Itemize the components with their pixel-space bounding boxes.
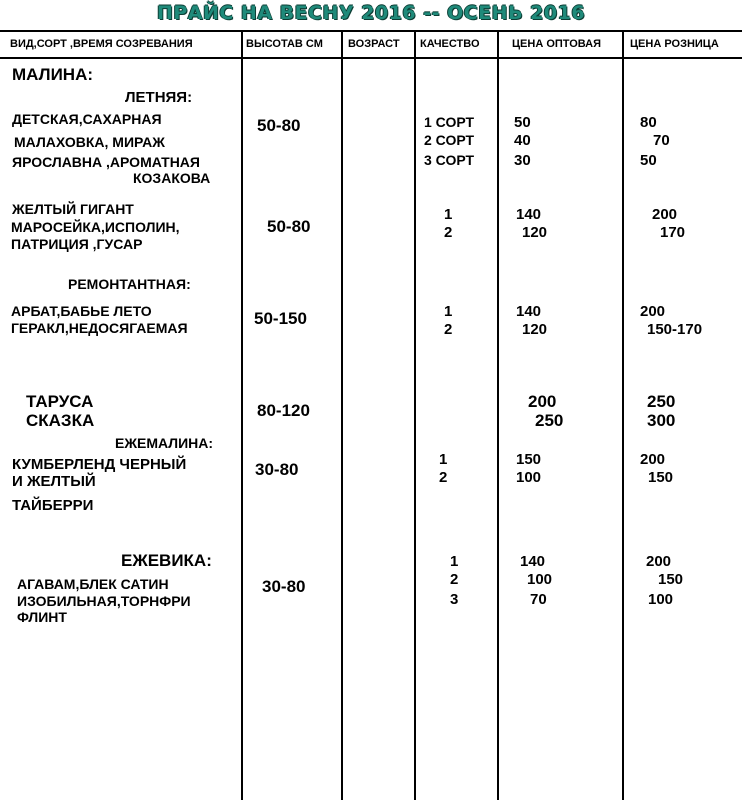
wholesale-price: 140 — [516, 303, 542, 320]
column-divider-5 — [622, 30, 624, 800]
wholesale-price: 140 — [516, 206, 542, 223]
wholesale-price: 140 — [520, 553, 546, 570]
header-height: ВЫСОТАВ СМ — [246, 38, 323, 50]
variety-name: ГЕРАКЛ,НЕДОСЯГАЕМАЯ — [11, 320, 188, 336]
page-title: ПРАЙС НА ВЕСНУ 2016 -- ОСЕНЬ 2016 — [156, 2, 586, 24]
header-age: ВОЗРАСТ — [348, 38, 400, 50]
header-variety: ВИД,СОРТ ,ВРЕМЯ СОЗРЕВАНИЯ — [10, 38, 193, 50]
header-retail: ЦЕНА РОЗНИЦА — [630, 38, 719, 50]
quality-value: 1 — [439, 451, 448, 468]
quality-value: 2 — [444, 321, 453, 338]
wholesale-price: 150 — [516, 451, 542, 468]
subheading-remontant: РЕМОНТАНТНАЯ: — [68, 276, 191, 292]
header-bottom-border — [0, 57, 742, 59]
variety-name: СКАЗКА — [26, 411, 95, 430]
quality-value: 1 — [444, 206, 453, 223]
variety-name: ИЗОБИЛЬНАЯ,ТОРНФРИ — [17, 593, 191, 609]
quality-value: 1 СОРТ — [424, 114, 475, 130]
column-divider-1 — [241, 30, 243, 800]
table-top-border — [0, 30, 742, 32]
subheading-summer: ЛЕТНЯЯ: — [125, 89, 193, 106]
quality-value: 2 СОРТ — [424, 132, 475, 148]
variety-name: АРБАТ,БАБЬЕ ЛЕТО — [11, 303, 152, 319]
variety-name: КУМБЕРЛЕНД ЧЕРНЫЙ — [12, 456, 187, 473]
variety-name: МАЛАХОВКА, МИРАЖ — [14, 134, 165, 150]
wholesale-price: 50 — [514, 114, 531, 131]
variety-name: МАРОСЕЙКА,ИСПОЛИН, — [11, 219, 180, 235]
height-value: 30-80 — [255, 460, 299, 479]
retail-price: 150 — [648, 469, 674, 486]
wholesale-price: 120 — [522, 321, 548, 338]
retail-price: 100 — [648, 591, 674, 608]
variety-name: ФЛИНТ — [17, 609, 67, 625]
height-value: 50-80 — [267, 217, 311, 236]
retail-price: 200 — [640, 303, 666, 320]
height-value: 50-150 — [254, 309, 307, 328]
variety-name: АГАВАМ,БЛЕК САТИН — [17, 576, 169, 592]
retail-price: 300 — [647, 411, 676, 430]
wholesale-price: 200 — [528, 392, 557, 411]
wholesale-price: 120 — [522, 224, 548, 241]
subheading-blackberry: ЕЖЕВИКА: — [121, 551, 212, 570]
section-heading-raspberry: МАЛИНА: — [12, 65, 94, 84]
retail-price: 50 — [640, 152, 657, 169]
variety-name: ТАЙБЕРРИ — [12, 497, 94, 514]
retail-price: 150-170 — [647, 321, 703, 338]
header-quality: КАЧЕСТВО — [420, 38, 480, 50]
height-value: 50-80 — [257, 116, 301, 135]
column-divider-4 — [497, 30, 499, 800]
column-divider-3 — [414, 30, 416, 800]
retail-price: 250 — [647, 392, 676, 411]
variety-name: ЖЕЛТЫЙ ГИГАНТ — [12, 201, 134, 217]
wholesale-price: 30 — [514, 152, 531, 169]
wholesale-price: 70 — [530, 591, 547, 608]
retail-price: 80 — [640, 114, 657, 131]
quality-value: 2 — [444, 224, 453, 241]
wholesale-price: 100 — [516, 469, 542, 486]
variety-name: КОЗАКОВА — [133, 170, 211, 186]
wholesale-price: 40 — [514, 132, 531, 149]
header-wholesale: ЦЕНА ОПТОВАЯ — [512, 38, 602, 50]
variety-name: ДЕТСКАЯ,САХАРНАЯ — [12, 111, 162, 127]
quality-value: 3 СОРТ — [424, 152, 475, 168]
column-divider-2 — [341, 30, 343, 800]
height-value: 30-80 — [262, 577, 306, 596]
retail-price: 200 — [640, 451, 666, 468]
wholesale-price: 100 — [527, 571, 553, 588]
quality-value: 1 — [444, 303, 453, 320]
quality-value: 2 — [450, 571, 459, 588]
retail-price: 70 — [653, 132, 670, 149]
quality-value: 3 — [450, 591, 459, 608]
wholesale-price: 250 — [535, 411, 564, 430]
height-value: 80-120 — [257, 401, 310, 420]
quality-value: 1 — [450, 553, 459, 570]
subheading-ezhemalina: ЕЖЕМАЛИНА: — [115, 435, 214, 451]
variety-name: ТАРУСА — [26, 392, 94, 411]
retail-price: 150 — [658, 571, 684, 588]
retail-price: 200 — [646, 553, 672, 570]
retail-price: 170 — [660, 224, 686, 241]
variety-name: ПАТРИЦИЯ ,ГУСАР — [11, 236, 143, 252]
variety-name: ЯРОСЛАВНА ,АРОМАТНАЯ — [12, 154, 200, 170]
variety-name: И ЖЕЛТЫЙ — [12, 473, 96, 490]
quality-value: 2 — [439, 469, 448, 486]
retail-price: 200 — [652, 206, 678, 223]
